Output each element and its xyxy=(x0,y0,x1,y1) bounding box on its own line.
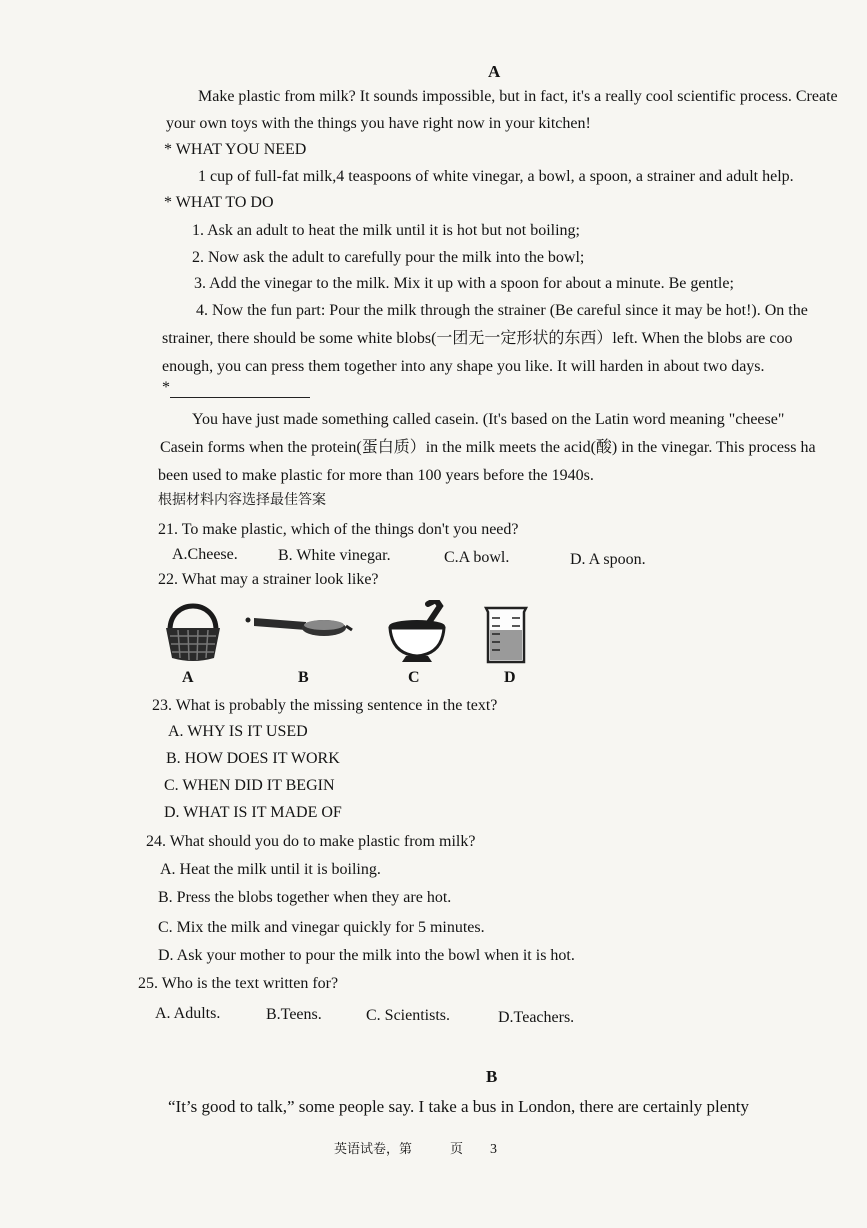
q25-option-c: C. Scientists. xyxy=(366,1007,451,1024)
q24-stem: 24. What should you do to make plastic from milk? xyxy=(146,833,476,850)
q22-stem: 22. What may a strainer look like? xyxy=(158,571,379,588)
strainer-icon xyxy=(244,608,354,644)
q21-option-b: B. White vinegar. xyxy=(278,547,391,564)
q22-label-c: C xyxy=(408,669,420,686)
q24-option-b: B. Press the blobs together when they are hot. xyxy=(158,889,452,906)
q23-stem: 23. What is probably the missing sentence in the text? xyxy=(152,697,498,714)
footer-page-number: 3 xyxy=(490,1142,497,1157)
q25-stem: 25. Who is the text written for? xyxy=(138,975,339,992)
casein-line-3: been used to make plastic for more than 100 years before the 1940s. xyxy=(158,467,594,484)
casein-line-1: You have just made something called casein. (It's based on the Latin word meaning "cheese" xyxy=(192,411,785,428)
q21-option-c: C.A bowl. xyxy=(444,549,510,566)
q24-option-d: D. Ask your mother to pour the milk into the bowl when it is hot. xyxy=(158,947,575,964)
q24-option-c: C. Mix the milk and vinegar quickly for 5 minutes. xyxy=(158,919,485,936)
q22-label-b: B xyxy=(298,669,309,686)
blank-star: * xyxy=(162,379,170,396)
intro-line-2: your own toys with the things you have right now in your kitchen! xyxy=(166,115,591,132)
q23-option-c: C. WHEN DID IT BEGIN xyxy=(164,777,335,794)
instruction: 根据材料内容选择最佳答案 xyxy=(158,492,326,508)
q23-option-b: B. HOW DOES IT WORK xyxy=(166,750,340,767)
blank-line xyxy=(170,397,310,398)
need-text: 1 cup of full-fat milk,4 teaspoons of white vinegar, a bowl, a spoon, a strainer and adult help. xyxy=(198,168,794,185)
step-3: 3. Add the vinegar to the milk. Mix it up with a spoon for about a minute. Be gentle; xyxy=(194,275,734,292)
intro-line-1: Make plastic from milk? It sounds impossible, but in fact, it's a really cool scientific process. Create xyxy=(198,88,838,105)
q23-option-d: D. WHAT IS IT MADE OF xyxy=(164,804,342,821)
q22-label-d: D xyxy=(504,669,516,686)
q25-option-d: D.Teachers. xyxy=(498,1009,575,1026)
step-4-line-1: 4. Now the fun part: Pour the milk through the strainer (Be careful since it may be hot!). On the xyxy=(196,302,808,319)
mortar-icon xyxy=(384,600,450,666)
basket-icon xyxy=(160,594,226,666)
step-4-line-3: enough, you can press them together into any shape you like. It will harden in about two days. xyxy=(162,358,765,375)
section-b-heading: B xyxy=(486,1067,498,1086)
need-heading: * WHAT YOU NEED xyxy=(164,141,307,158)
casein-line-2: Casein forms when the protein(蛋白质）in the milk meets the acid(酸) in the vinegar. This process ha xyxy=(160,439,816,456)
do-heading: * WHAT TO DO xyxy=(164,194,274,211)
step-1: 1. Ask an adult to heat the milk until it is hot but not boiling; xyxy=(192,222,580,239)
q21-stem: 21. To make plastic, which of the things don't you need? xyxy=(158,521,519,538)
q21-option-a: A.Cheese. xyxy=(172,546,238,563)
section-a-heading: A xyxy=(488,62,501,81)
footer-label: 英语试卷，第 xyxy=(334,1142,413,1157)
q22-label-a: A xyxy=(182,669,194,686)
q24-option-a: A. Heat the milk until it is boiling. xyxy=(160,861,381,878)
step-4-line-2: strainer, there should be some white blobs(一团无一定形状的东西）left. When the blobs are coo xyxy=(162,330,793,347)
step-2: 2. Now ask the adult to carefully pour the milk into the bowl; xyxy=(192,249,585,266)
section-b-line-1: “It’s good to talk,” some people say. I take a bus in London, there are certainly plenty xyxy=(168,1097,749,1116)
q25-option-a: A. Adults. xyxy=(155,1005,221,1022)
q25-option-b: B.Teens. xyxy=(266,1006,322,1023)
q23-option-a: A. WHY IS IT USED xyxy=(168,723,308,740)
q21-option-d: D. A spoon. xyxy=(570,551,646,568)
footer-page-word: 页 xyxy=(450,1142,464,1157)
beaker-icon xyxy=(482,604,530,666)
